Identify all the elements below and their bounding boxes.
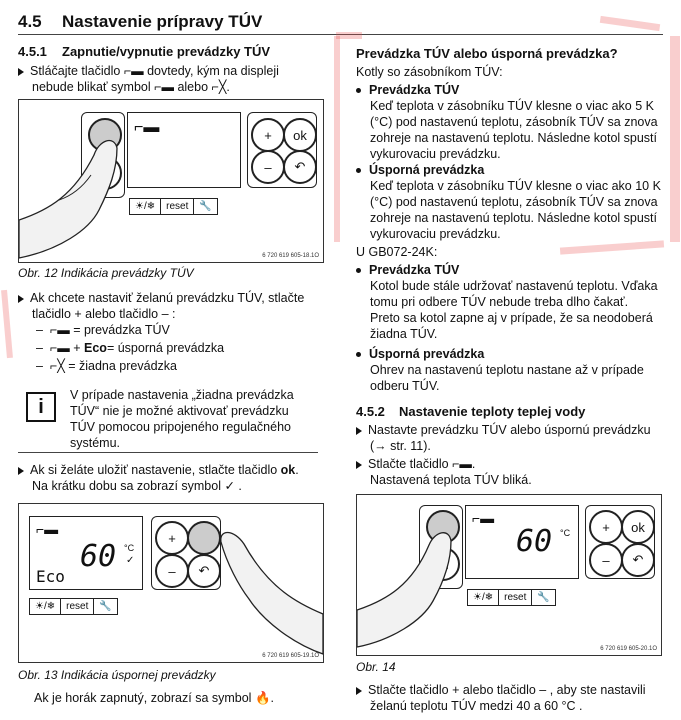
fig12-caption: Obr. 12 Indikácia prevádzky TÚV xyxy=(18,266,194,280)
temperature-value: 60 xyxy=(516,524,553,559)
bullet-2: Úsporná prevádzka xyxy=(356,162,484,178)
bullet-3-text: Kotol bude stále udržovať nastavenú teplotu. Vďaka tomu pri odbere TÚV nebude treba dlho čakať. Preto sa kotol zapne aj v prípade, že sa neodoberá žiadna TÚV. xyxy=(370,279,658,341)
arrow-bullet-icon xyxy=(18,467,24,475)
hand-illustration xyxy=(357,495,467,653)
tap-icon: ⌐▬ xyxy=(36,521,59,537)
kotly-label: Kotly so zásobníkom TÚV: xyxy=(356,65,503,79)
tap-icon: ⌐▬ xyxy=(49,323,70,337)
figure-code: 6 720 619 605-19.1O xyxy=(262,653,319,659)
key-bar xyxy=(29,598,118,615)
plus-button[interactable]: + xyxy=(589,510,623,544)
burner-note: Ak je horák zapnutý, zobrazí sa symbol 🔥. xyxy=(34,691,275,705)
arrow-bullet-icon xyxy=(356,427,362,435)
minus-button[interactable]: – xyxy=(251,150,285,184)
back-arrow-icon: ↶ xyxy=(294,159,306,174)
step1-line2: nebude blikať symbol ⌐▬ alebo ⌐╳. xyxy=(32,80,230,94)
red-annotation-mark xyxy=(1,290,13,358)
fig13-caption: Obr. 13 Indikácia úspornej prevádzky xyxy=(18,668,216,682)
option-1: – ⌐▬ = prevádzka TÚV xyxy=(36,323,170,337)
flame-icon: 🔥 xyxy=(254,691,271,705)
step3: Ak si želáte uložiť nastavenie, stlačte tlačidlo ok. xyxy=(18,462,299,478)
red-annotation-corner xyxy=(560,240,664,254)
minus-button[interactable]: – xyxy=(589,543,623,577)
figure-13 xyxy=(18,503,324,663)
red-annotation-corner xyxy=(336,32,362,39)
back-arrow-icon: ↶ xyxy=(198,563,210,578)
s452-step-c: Stlačte tlačidlo + alebo tlačidlo – , aby ste nastavili xyxy=(356,682,646,698)
tap-icon: ⌐▬ xyxy=(452,457,472,471)
option-2: – ⌐▬ + Eco= úsporná prevádzka xyxy=(36,341,225,355)
reset-key[interactable]: reset xyxy=(61,599,94,614)
arrow-bullet-icon xyxy=(356,461,362,469)
summer-winter-key[interactable]: ☀/❄ xyxy=(468,590,499,605)
bullet-3: Prevádzka TÚV xyxy=(356,262,459,278)
red-annotation-corner xyxy=(600,16,660,31)
arrow-bullet-icon xyxy=(356,687,362,695)
note: V prípade nastavenia „žiadna prevádzka TÚV“ nie je možné aktivovať prevádzku TÚV pomocou pripojeného regulačného systému. xyxy=(70,388,294,450)
s452-step-a: Nastavte prevádzku TÚV alebo úspornú prevádzku xyxy=(356,422,651,438)
tap-icon: ⌐▬ xyxy=(472,510,495,526)
step2-line2: tlačidlo + alebo tlačidlo – : xyxy=(32,307,176,321)
bullet-1-text: Keď teplota v zásobníku TÚV klesne o viac ako 5 K (°C) pod nastavenú teplotu, zásobník TÚV sa znova zohreje na nastavenú teplotu. Následne kotol spustí vykurovaciu prevádzku. xyxy=(370,99,658,161)
ok-button[interactable]: ok xyxy=(621,510,655,544)
check-icon: ✓ xyxy=(224,479,235,493)
section-number: 4.5 xyxy=(18,12,42,31)
plus-button[interactable]: + xyxy=(251,118,285,152)
back-button[interactable] xyxy=(621,543,655,577)
tap-icon: ⌐▬ xyxy=(49,341,70,355)
hand-illustration xyxy=(189,504,323,660)
reset-key[interactable]: reset xyxy=(499,590,532,605)
ok-button[interactable]: ok xyxy=(283,118,317,152)
hand-illustration xyxy=(19,100,159,260)
wrench-icon[interactable]: 🔧 xyxy=(537,592,550,603)
s452-step-c-line2: želanú teplotu TÚV medzi 40 a 60 °C . xyxy=(370,699,583,713)
wrench-icon[interactable]: 🔧 xyxy=(99,601,112,612)
arrow-bullet-icon xyxy=(18,295,24,303)
lcd-display xyxy=(465,505,579,579)
bullet-4: Úsporná prevádzka xyxy=(356,346,484,362)
figure-12 xyxy=(18,99,324,263)
bullet-1: Prevádzka TÚV xyxy=(356,82,459,98)
option-3: – ⌐╳ = žiadna prevádzka xyxy=(36,359,177,373)
fig14-caption: Obr. 14 xyxy=(356,660,396,674)
summer-winter-key[interactable]: ☀/❄ xyxy=(130,199,161,214)
temperature-unit: °C xyxy=(124,543,135,553)
s452-step-a-line2: (→ str. 11). xyxy=(370,439,431,453)
summer-winter-key[interactable]: ☀/❄ xyxy=(30,599,61,614)
figure-code: 6 720 619 605-20.1O xyxy=(600,646,657,652)
question-heading: Prevádzka TÚV alebo úsporná prevádzka? xyxy=(356,46,618,61)
wrench-icon[interactable]: 🔧 xyxy=(199,201,212,212)
step2: Ak chcete nastaviť želanú prevádzku TÚV, stlačte xyxy=(18,290,304,306)
s452-step-b: Stlačte tlačidlo ⌐▬. xyxy=(356,456,475,472)
minus-button[interactable]: – xyxy=(155,554,189,588)
arrow-bullet-icon xyxy=(18,68,24,76)
key-bar xyxy=(467,589,556,606)
tap-icon: ⌐▬ xyxy=(123,64,144,78)
no-tap-icon: ⌐╳ xyxy=(49,359,65,373)
check-icon: ✓ xyxy=(126,555,135,566)
step3-line2: Na krátku dobu sa zobrazí symbol ✓ . xyxy=(32,479,242,493)
back-arrow-icon: ↶ xyxy=(632,552,644,567)
sub451-title: Zapnutie/vypnutie prevádzky TÚV xyxy=(62,44,271,59)
sub451-number: 4.5.1 xyxy=(18,44,47,59)
step1: Stláčajte tlačidlo ⌐▬ dovtedy, kým na displeji xyxy=(18,63,279,79)
tap-icon: ⌐▬ xyxy=(134,119,160,136)
temperature-value: 60 xyxy=(80,539,117,574)
sub452-title: Nastavenie teploty teplej vody xyxy=(399,404,586,419)
plus-button[interactable]: + xyxy=(155,521,189,555)
figure-code: 6 720 619 605-18.1O xyxy=(262,253,319,259)
figure-14 xyxy=(356,494,662,656)
tap-icon: ⌐▬ xyxy=(154,80,174,94)
section-title: Nastavenie prípravy TÚV xyxy=(62,12,263,31)
back-button[interactable] xyxy=(283,150,317,184)
lcd-display xyxy=(29,516,143,590)
no-tap-icon: ⌐╳ xyxy=(211,80,227,94)
info-icon: i xyxy=(26,392,56,422)
s452-step-b-line2: Nastavená teplota TÚV bliká. xyxy=(370,473,532,487)
bullet-4-text: Ohrev na nastavenú teplotu nastane až v prípade odberu TÚV. xyxy=(370,363,644,393)
temperature-unit: °C xyxy=(560,528,571,538)
bullet-2-text: Keď teplota v zásobníku TÚV klesne o viac ako 10 K (°C) pod nastavenú teplotu, zásobník TÚV sa znova zohreje na nastavenú teplotu. Následne kotol spustí vykurovaciu prevádzku. xyxy=(370,179,661,241)
red-annotation-bracket xyxy=(334,36,680,242)
gb-label: U GB072-24K: xyxy=(356,245,438,259)
eco-label: Eco xyxy=(36,567,65,586)
sub452-number: 4.5.2 xyxy=(356,404,385,419)
note-rule xyxy=(18,452,318,453)
reset-key[interactable]: reset xyxy=(161,199,194,214)
